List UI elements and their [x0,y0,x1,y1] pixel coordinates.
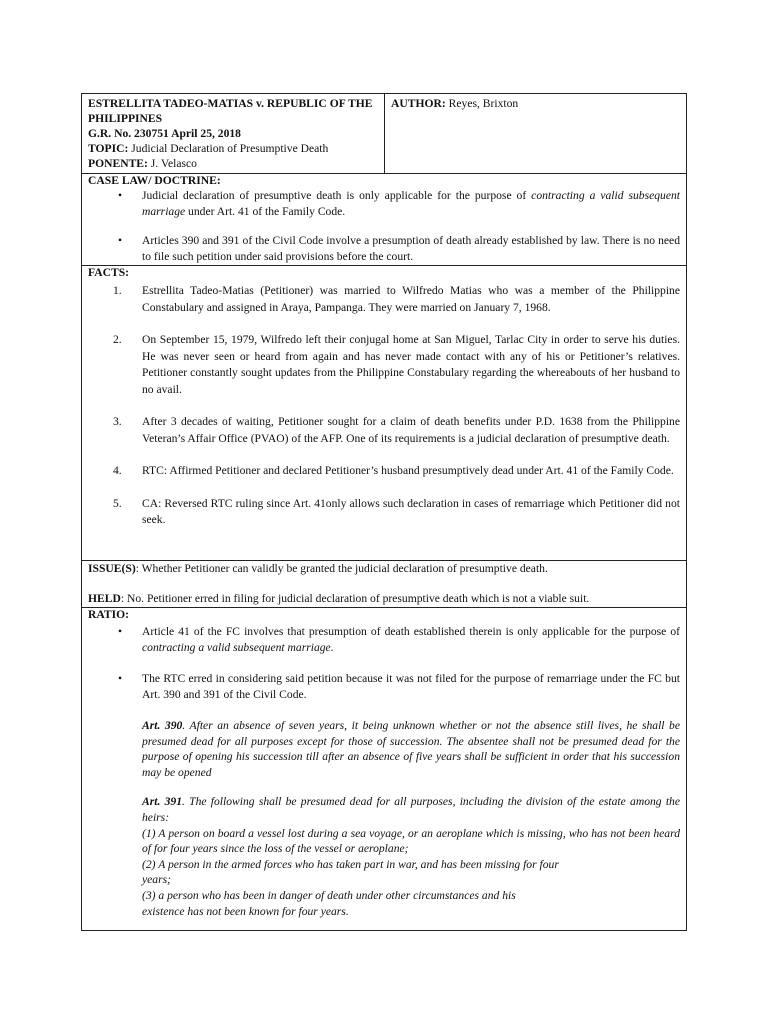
case-digest-table [81,93,687,931]
author-cell [385,94,686,173]
gr-number: G.R. No. 230751 April 25, 2018 [88,127,241,140]
facts-title: FACTS: [88,266,130,279]
facts-section [82,265,686,560]
issue-held-section [82,560,686,607]
fact-item: 5. CA: Reversed RTC ruling since Art. 41only allows such declaration in cases of remarriage which Petitioner did not seek. [113,496,680,526]
fact-item: 3. After 3 decades of waiting, Petitioner sought for a claim of death benefits under P.D. 1638 from the Philippine Veteran’s Affair Office (PVAO) of the AFP. One of its requirements is a judicial declaration of presumptive death. [113,415,680,445]
article-391: Art. 391. The following shall be presumed dead for all purposes, including the division of the estate among the heirs: (1) A person on board a vessel lost during a sea voyage, or an aeroplane which is missing, who has not been heard of for four years since the loss of the vessel or aeroplane; (2) A person in the armed forces who has taken part in war, and has been missing for four years; (3) a person who has been in danger of death under other circumstances and his existence has not been known for four years. [142,795,680,918]
ratio-section [82,607,686,930]
issue: ISSUE(S): Whether Petitioner can validly be granted the judicial declaration of presumptive death. [88,562,548,575]
doctrine-item: • Articles 390 and 391 of the Civil Code involve a presumption of death already established by law. There is no need to file such petition under said provisions before the court. [88,233,680,264]
fact-item: 2. On September 15, 1979, Wilfredo left their conjugal home at San Miguel, Tarlac City in order to serve his duties. He was never seen or heard from again and has never made contact with any of his or Petitioner’s relatives. Petitioner constantly sought updates from the Philippine Constabulary regarding the whereabouts of her husband to no avail. [113,333,680,396]
ratio-title: RATIO: [88,608,130,621]
ratio-item: • The RTC erred in considering said petition because it was not filed for the purpose of remarriage under the FC but Art. 390 and 391 of the Civil Code. [88,671,680,702]
doctrine-item: • Judicial declaration of presumptive death is only applicable for the purpose of contracting a valid subsequent marriage under Art. 41 of the Family Code. [88,188,680,219]
ponente: PONENTE: J. Velasco [88,157,197,170]
ratio-item: • Article 41 of the FC involves that presumption of death established therein is only applicable for the purpose of contracting a valid subsequent marriage. [88,624,680,655]
case-title: ESTRELLITA TADEO-MATIAS v. REPUBLIC OF THE PHILIPPINES [88,97,373,125]
fact-item: 4. RTC: Affirmed Petitioner and declared Petitioner’s husband presumptively dead under Art. 41 of the Family Code. [113,464,674,477]
fact-item: 1. Estrellita Tadeo-Matias (Petitioner) was married to Wilfredo Matias who was a member of the Philippine Constabulary and assigned in Araya, Pampanga. They were married on January 7, 1968. [113,284,680,314]
doctrine-title: CASE LAW/ DOCTRINE: [88,174,221,187]
header-row [82,94,686,173]
doctrine-section [82,173,686,265]
case-info-cell [82,94,385,173]
author-label: AUTHOR: [391,97,446,110]
author-value: Reyes, Brixton [445,97,519,110]
article-390: Art. 390. After an absence of seven years, it being unknown whether or not the absence still lives, he shall be presumed dead for all purposes except for those of succession. The absentee shall not be presumed dead for the purpose of opening his succession till after an absence of five years shall be sufficient in order that his succession may be opened [142,719,681,779]
topic: TOPIC: Judicial Declaration of Presumptive Death [88,142,329,155]
held: HELD: No. Petitioner erred in filing for judicial declaration of presumptive death which is not a viable suit. [88,592,590,605]
